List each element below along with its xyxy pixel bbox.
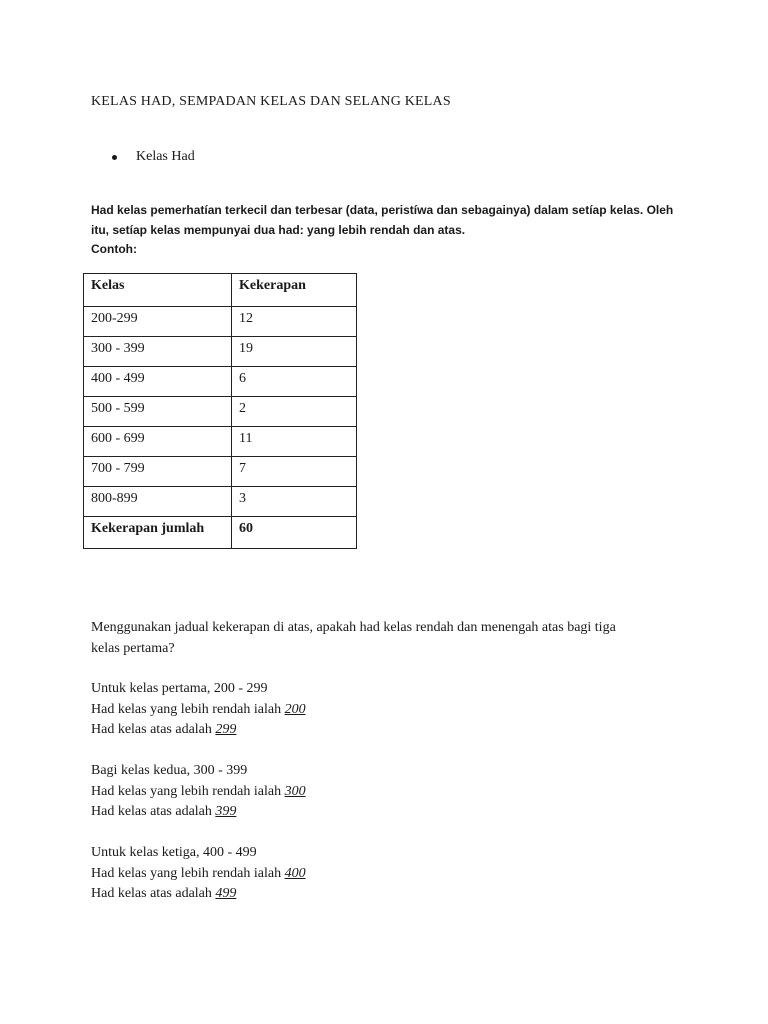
table-row: [84, 457, 357, 487]
upper-limit-line: Had kelas atas adalah 499: [91, 886, 237, 901]
example-block-second: [91, 761, 306, 823]
question-paragraph: [91, 617, 691, 659]
bullet-dot-icon: [112, 155, 117, 160]
class-cell: 200-299: [84, 307, 232, 337]
example-heading: Untuk kelas pertama, 200 - 299: [91, 681, 268, 696]
frequency-cell: 12: [232, 307, 357, 337]
bullet-label: Kelas Had: [136, 149, 195, 164]
upper-limit-line: Had kelas atas adalah 399: [91, 804, 237, 819]
example-block-first: [91, 679, 306, 741]
lower-limit-answer: 400: [284, 865, 306, 881]
class-cell: 600 - 699: [84, 427, 232, 457]
bullet-item: [112, 149, 195, 165]
upper-limit-answer: 499: [215, 886, 237, 901]
example-heading: Untuk kelas ketiga, 400 - 499: [91, 845, 257, 860]
example-heading: Bagi kelas kedua, 300 - 399: [91, 763, 248, 778]
table-row: [84, 367, 357, 397]
frequency-cell: 3: [232, 487, 357, 517]
table-row: [84, 307, 357, 337]
definition-example-label: Contoh:: [91, 242, 137, 256]
class-cell: 500 - 599: [84, 397, 232, 427]
class-cell: 400 - 499: [84, 367, 232, 397]
total-value-cell: 60: [232, 517, 357, 549]
frequency-cell: 2: [232, 397, 357, 427]
definition-line: itu, setíap kelas mempunyai dua had: yang lebih rendah dan atas.: [91, 222, 466, 237]
lower-limit-answer: 300: [284, 783, 306, 799]
frequency-cell: 7: [232, 457, 357, 487]
definition-line: Had kelas pemerhatían terkecil dan terbesar (data, peristíwa dan sebagainya) dalam setíap kelas. Oleh: [91, 203, 674, 217]
table-row: [84, 337, 357, 367]
example-block-third: [91, 843, 306, 905]
table-row: [84, 487, 357, 517]
header-cell-kekerapan: Kekerapan: [232, 274, 357, 307]
class-cell: 700 - 799: [84, 457, 232, 487]
class-cell: 800-899: [84, 487, 232, 517]
lower-limit-answer: 200: [284, 701, 306, 717]
lower-limit-line: Had kelas yang lebih rendah ialah 200: [91, 701, 306, 717]
upper-limit-answer: 399: [215, 804, 237, 819]
lower-limit-line: Had kelas yang lebih rendah ialah 400: [91, 865, 306, 881]
frequency-cell: 6: [232, 367, 357, 397]
upper-limit-line: Had kelas atas adalah 299: [91, 722, 237, 737]
frequency-cell: 11: [232, 427, 357, 457]
frequency-cell: 19: [232, 337, 357, 367]
class-cell: 300 - 399: [84, 337, 232, 367]
upper-limit-answer: 299: [215, 722, 237, 737]
table-row: [84, 397, 357, 427]
question-line: kelas pertama?: [91, 641, 175, 656]
frequency-table: [83, 273, 357, 549]
table-header-row: [84, 274, 357, 307]
table-row: [84, 427, 357, 457]
definition-paragraph: [91, 201, 691, 260]
question-line: Menggunakan jadual kekerapan di atas, apakah had kelas rendah dan menengah atas bagi tiga: [91, 620, 616, 635]
document-title: KELAS HAD, SEMPADAN KELAS DAN SELANG KELAS: [91, 94, 451, 109]
lower-limit-line: Had kelas yang lebih rendah ialah 300: [91, 783, 306, 799]
table-total-row: [84, 517, 357, 549]
total-label-cell: Kekerapan jumlah: [84, 517, 232, 549]
header-cell-kelas: Kelas: [84, 274, 232, 307]
